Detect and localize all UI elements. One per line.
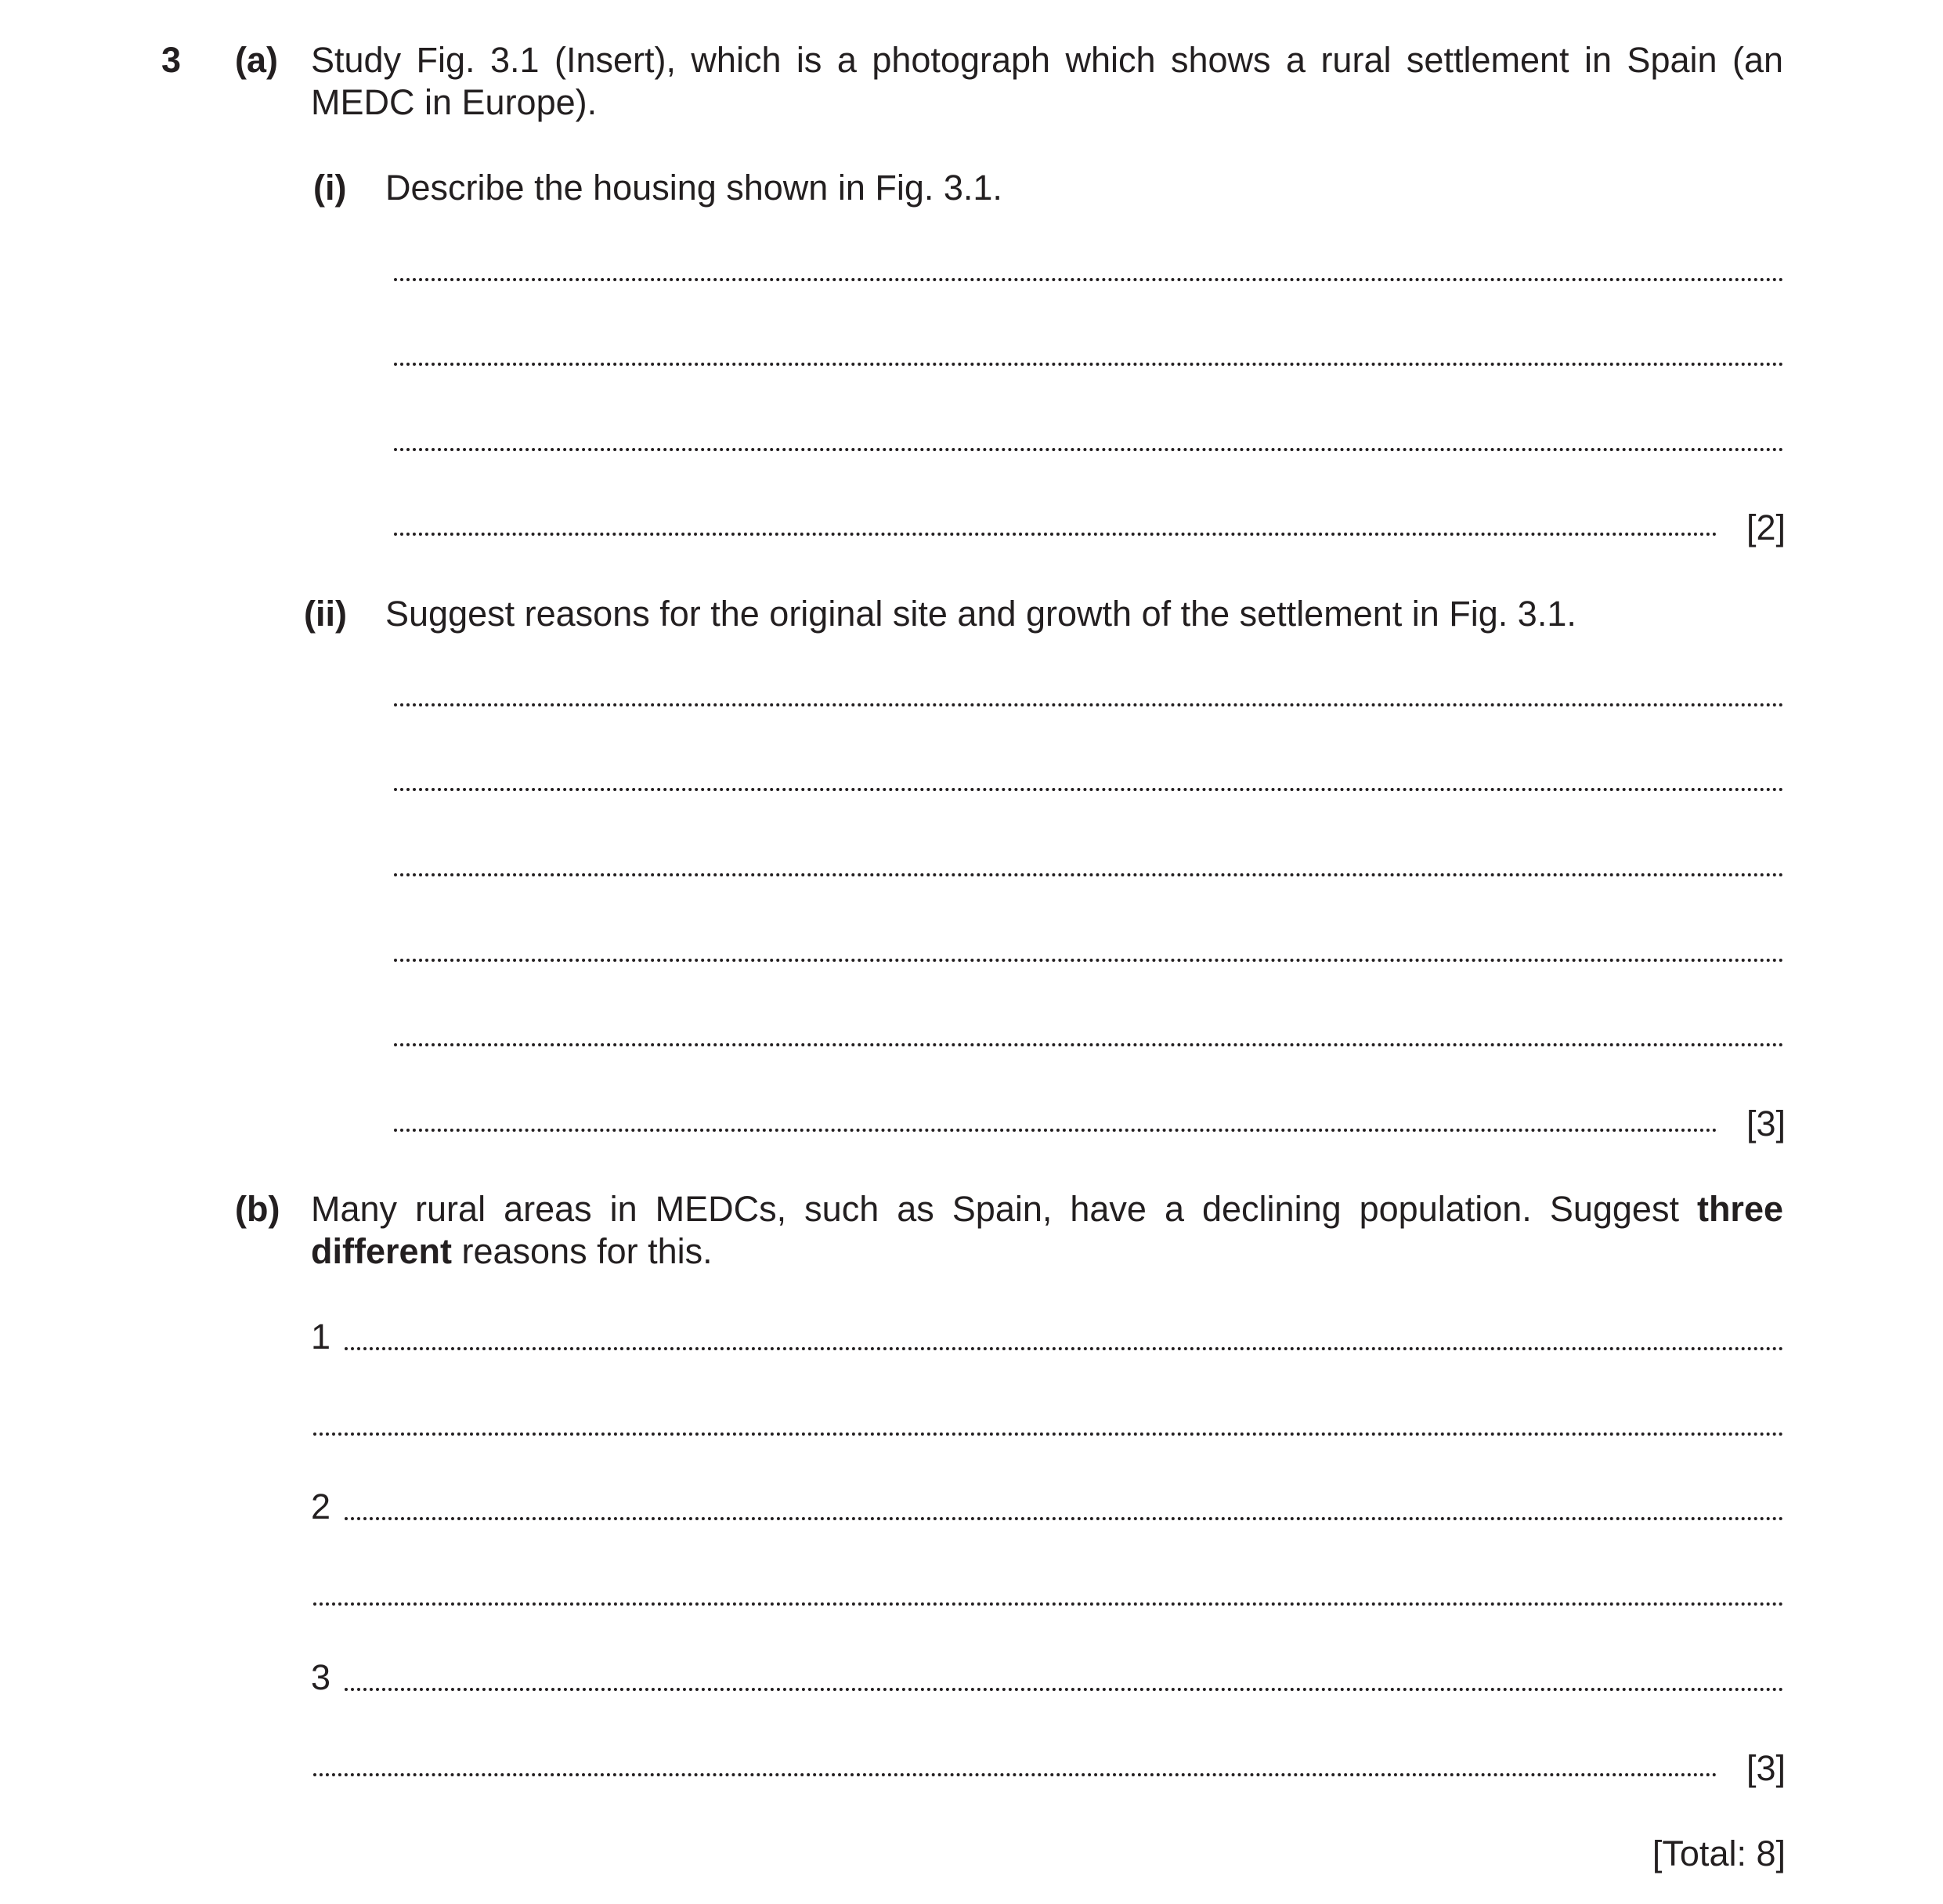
sub-ii-text: Suggest reasons for the original site and growth of the settlement in Fig. 3.1. xyxy=(385,594,1576,634)
answer-line[interactable] xyxy=(313,1773,1717,1776)
answer-line[interactable] xyxy=(394,448,1784,451)
reason-number-1: 1 xyxy=(311,1317,331,1357)
answer-line[interactable] xyxy=(394,959,1784,962)
answer-line[interactable] xyxy=(313,1433,1784,1436)
part-b-label: (b) xyxy=(235,1189,280,1229)
part-a-label: (a) xyxy=(235,40,278,80)
part-b-mark: [3] xyxy=(1746,1748,1786,1788)
reason-number-2: 2 xyxy=(311,1487,331,1526)
answer-line[interactable] xyxy=(345,1347,1784,1350)
part-a-text: Study Fig. 3.1 (Insert), which is a photograph which shows a rural settlement in Spain (an MEDC in Europe). xyxy=(311,40,1783,122)
answer-line[interactable] xyxy=(394,1043,1784,1046)
answer-line[interactable] xyxy=(345,1688,1784,1691)
part-b-text-after: reasons for this. xyxy=(452,1231,713,1271)
answer-line[interactable] xyxy=(394,873,1784,876)
answer-line[interactable] xyxy=(394,363,1784,366)
reason-number-3: 3 xyxy=(311,1657,331,1697)
answer-line[interactable] xyxy=(313,1602,1784,1606)
sub-i-mark: [2] xyxy=(1746,508,1786,547)
answer-line[interactable] xyxy=(394,703,1784,706)
part-b-text xyxy=(311,1188,1783,1273)
part-b-text-before: Many rural areas in MEDCs, such as Spain, have a declining population. Suggest xyxy=(311,1189,1697,1229)
part-b-text-emphasis: three different xyxy=(311,1189,1783,1271)
total-marks: [Total: 8] xyxy=(1652,1834,1786,1873)
sub-i-label: (i) xyxy=(313,168,347,208)
answer-line[interactable] xyxy=(345,1517,1784,1520)
sub-ii-mark: [3] xyxy=(1746,1104,1786,1143)
answer-line[interactable] xyxy=(394,533,1717,536)
sub-i-text: Describe the housing shown in Fig. 3.1. xyxy=(385,168,1002,208)
sub-ii-label: (ii) xyxy=(304,594,347,634)
question-number: 3 xyxy=(161,40,182,80)
answer-line[interactable] xyxy=(394,1129,1717,1132)
answer-line[interactable] xyxy=(394,278,1784,281)
answer-line[interactable] xyxy=(394,788,1784,791)
